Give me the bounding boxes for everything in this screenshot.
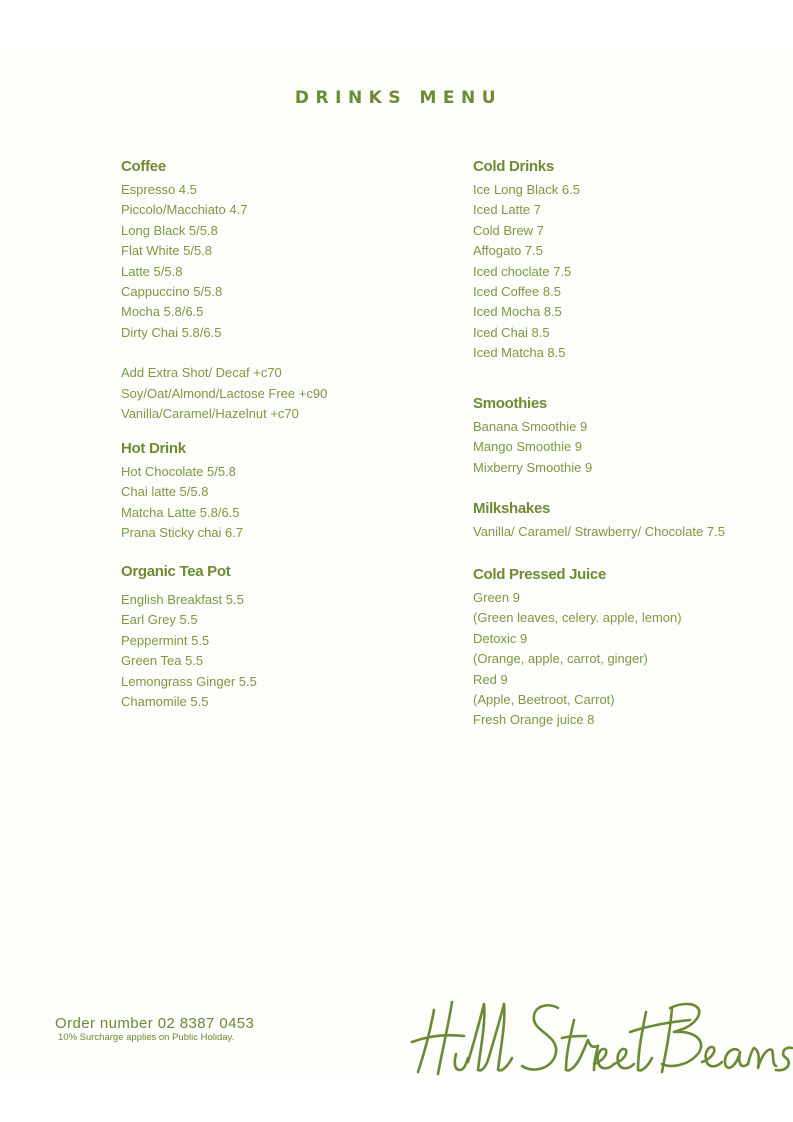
cold-drink-item: Iced Latte 7 <box>473 202 541 218</box>
cold-drink-item: Iced Chai 8.5 <box>473 324 550 340</box>
coffee-extra: Add Extra Shot/ Decaf +c70 <box>121 365 282 381</box>
surcharge-note: 10% Surcharge applies on Public Holiday. <box>58 1032 235 1043</box>
tea-section <box>121 562 461 712</box>
juice-item: Green 9 <box>473 590 520 605</box>
coffee-item: Flat White 5/5.8 <box>121 243 213 259</box>
hot-drink-item: Chai latte 5/5.8 <box>121 484 209 500</box>
juice-item: Fresh Orange juice 8 <box>473 712 595 728</box>
coffee-item: Piccolo/Macchiato 4.7 <box>121 202 248 218</box>
hot-drink-item: Matcha Latte 5.8/6.5 <box>121 504 240 520</box>
cold-drinks-section <box>473 157 793 364</box>
milkshake-item: Vanilla/ Caramel/ Strawberry/ Chocolate 7.5 <box>473 524 725 539</box>
cold-drink-item: Iced choclate 7.5 <box>473 263 572 279</box>
juice-item: Detoxic 9 <box>473 630 528 646</box>
cold-drinks-heading: Cold Drinks <box>473 158 554 175</box>
juice-item: (Apple, Beetroot, Carrot) <box>473 692 615 708</box>
milkshakes-heading: Milkshakes <box>473 500 551 517</box>
smoothies-heading: Smoothies <box>473 395 547 412</box>
cold-drink-item: Affogato 7.5 <box>473 243 543 259</box>
coffee-extra: Vanilla/Caramel/Hazelnut +c70 <box>121 406 299 422</box>
juice-item: Red 9 <box>473 671 508 687</box>
juice-heading: Cold Pressed Juice <box>473 566 606 583</box>
cold-drink-item: Iced Matcha 8.5 <box>473 345 566 361</box>
order-number: Order number 02 8387 0453 <box>55 1015 255 1032</box>
cold-drink-item: Cold Brew 7 <box>473 222 544 238</box>
smoothie-item: Mango Smoothie 9 <box>473 439 583 455</box>
smoothie-item: Banana Smoothie 9 <box>473 419 588 434</box>
tea-item: Peppermint 5.5 <box>121 632 210 648</box>
tea-item: Earl Grey 5.5 <box>121 612 198 628</box>
cold-drink-item: Ice Long Black 6.5 <box>473 182 580 197</box>
smoothies-section <box>473 394 793 478</box>
coffee-item: Espresso 4.5 <box>121 182 197 197</box>
cold-drink-item: Iced Mocha 8.5 <box>473 304 562 320</box>
tea-item: English Breakfast 5.5 <box>121 592 244 607</box>
coffee-extra: Soy/Oat/Almond/Lactose Free +c90 <box>121 385 328 401</box>
juice-item: (Orange, apple, carrot, ginger) <box>473 651 648 667</box>
tea-item: Green Tea 5.5 <box>121 653 204 669</box>
coffee-item: Latte 5/5.8 <box>121 263 183 279</box>
hill-street-beans-logo <box>408 992 793 1077</box>
tea-heading: Organic Tea Pot <box>121 563 231 580</box>
smoothie-item: Mixberry Smoothie 9 <box>473 459 593 475</box>
menu-title: DRINKS MENU <box>294 88 503 108</box>
hot-drink-section <box>121 439 461 544</box>
coffee-item: Mocha 5.8/6.5 <box>121 304 204 320</box>
hot-drink-item: Prana Sticky chai 6.7 <box>121 525 244 541</box>
juice-item: (Green leaves, celery. apple, lemon) <box>473 610 682 626</box>
coffee-item: Cappuccino 5/5.8 <box>121 284 223 300</box>
cold-drink-item: Iced Coffee 8.5 <box>473 284 561 300</box>
coffee-item: Long Black 5/5.8 <box>121 222 218 238</box>
hot-drink-heading: Hot Drink <box>121 440 186 457</box>
juice-section <box>473 565 793 731</box>
coffee-heading: Coffee <box>121 158 166 175</box>
hot-drink-item: Hot Chocolate 5/5.8 <box>121 464 236 479</box>
tea-item: Chamomile 5.5 <box>121 694 209 710</box>
milkshakes-section <box>473 499 793 542</box>
tea-item: Lemongrass Ginger 5.5 <box>121 673 257 689</box>
coffee-section <box>121 157 461 424</box>
coffee-item: Dirty Chai 5.8/6.5 <box>121 324 222 340</box>
